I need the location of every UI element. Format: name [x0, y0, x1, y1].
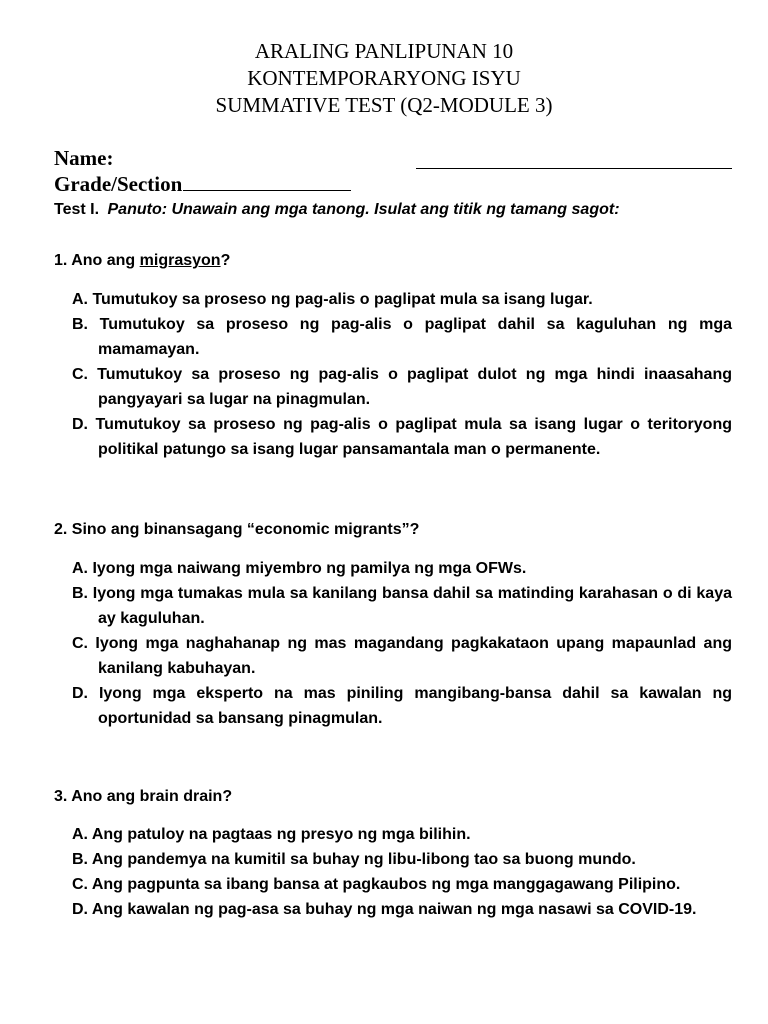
question-3: 3. Ano ang brain drain? — [54, 788, 233, 805]
choice-2b: B. Iyong mga tumakas mula sa kanilang bansa dahil sa matinding karahasan o di kaya ay kaguluhan. — [72, 585, 732, 627]
question-2-choices — [72, 556, 732, 731]
name-blank-line — [416, 168, 732, 169]
subject-title: ARALING PANLIPUNAN 10 — [254, 39, 514, 63]
grade-section-label: Grade/Section — [54, 172, 183, 196]
choice-1b: B. Tumutukoy sa proseso ng pag-alis o paglipat dahil sa kaguluhan ng mga mamamayan. — [72, 316, 732, 358]
choice-2d: D. Iyong mga eksperto na mas piniling mangibang-bansa dahil sa kawalan ng oportunidad sa bansang pinagmulan. — [72, 685, 732, 727]
choice-1d: D. Tumutukoy sa proseso ng pag-alis o paglipat mula sa isang lugar o teritoryong politikal patungo sa isang lugar pansamantala man o permanente. — [72, 416, 732, 458]
grade-section-field — [54, 172, 351, 197]
test-title: SUMMATIVE TEST (Q2-MODULE 3) — [215, 93, 553, 117]
choice-3d: D. Ang kawalan ng pag-asa sa buhay ng mga naiwan ng mga nasawi sa COVID-19. — [72, 901, 697, 918]
question-2: 2. Sino ang binansagang “economic migrants”? — [54, 521, 420, 538]
grade-section-blank-line — [183, 189, 351, 191]
choice-2c: C. Iyong mga naghahanap ng mas magandang pagkakataon upang mapaunlad ang kanilang kabuhayan. — [72, 635, 732, 677]
topic-title: KONTEMPORARYONG ISYU — [247, 66, 521, 90]
question-1-suffix: ? — [220, 252, 231, 269]
test-instructions — [54, 201, 620, 219]
choice-3a: A. Ang patuloy na pagtaas ng presyo ng mga bilihin. — [72, 826, 471, 843]
question-3-choices — [72, 822, 732, 922]
question-1 — [54, 252, 230, 270]
choice-3c: C. Ang pagpunta sa ibang bansa at pagkaubos ng mga manggagawang Pilipino. — [72, 876, 681, 893]
choice-1a: A. Tumutukoy sa proseso ng pag-alis o paglipat mula sa isang lugar. — [72, 291, 593, 308]
question-1-keyword: migrasyon — [139, 252, 221, 269]
name-label: Name: — [54, 146, 114, 170]
question-1-prefix: 1. Ano ang — [54, 252, 140, 269]
question-1-choices — [72, 287, 732, 462]
choice-3b: B. Ang pandemya na kumitil sa buhay ng libu-libong tao sa buong mundo. — [72, 851, 636, 868]
choice-2a: A. Iyong mga naiwang miyembro ng pamilya ng mga OFWs. — [72, 560, 527, 577]
choice-1c: C. Tumutukoy sa proseso ng pag-alis o paglipat dulot ng mga hindi inaasahang pangyayari sa lugar na pinagmulan. — [72, 366, 732, 408]
name-field — [54, 146, 734, 171]
instructions-text: Panuto: Unawain ang mga tanong. Isulat ang titik ng tamang sagot: — [107, 201, 620, 218]
test-label: Test I. — [54, 201, 100, 218]
document-header — [0, 38, 768, 119]
